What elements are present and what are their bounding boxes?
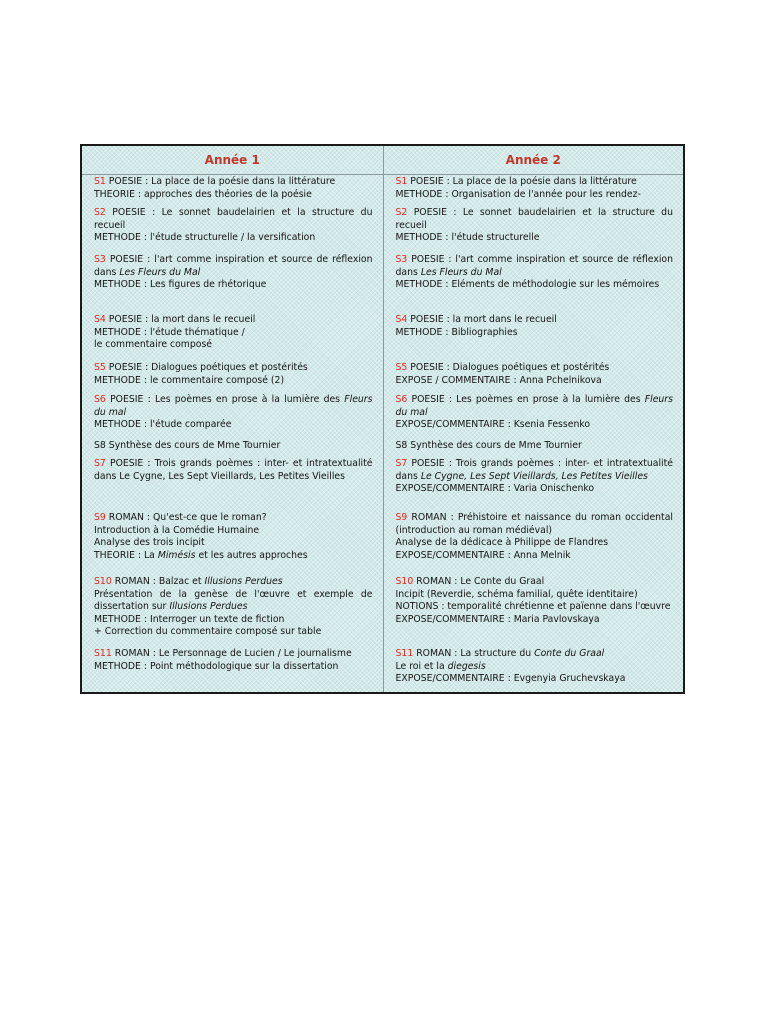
session-cell [384,648,684,686]
session-cell [384,394,684,432]
session-cell [82,576,383,639]
session-number: S2 [94,207,106,218]
session-cell [82,314,383,352]
session-number: S4 [395,314,408,325]
session-cell [82,512,383,562]
session-line: POESIE : Trois grands poèmes : inter- et intratextualité dans [395,458,673,482]
session-number: S5 [94,362,106,373]
session-number: S6 [395,394,408,405]
session-line: METHODE : l'étude comparée [94,419,232,431]
session-number: S8 [395,440,408,451]
session-number: S10 [94,576,112,587]
work-title: Illusions Perdues [204,576,283,587]
session-line: POESIE : Les poèmes en prose à la lumière des [411,394,641,405]
session-line: EXPOSE / COMMENTAIRE : Anna Pchelnikova [395,374,602,386]
session-number: S1 [395,176,408,187]
session-cell [384,440,684,453]
session-cell [82,458,383,483]
session-number: S2 [395,207,408,218]
session-line: POESIE : la mort dans le recueil [410,314,557,325]
work-title: Les Fleurs du Mal [119,266,201,278]
session-cell [384,362,684,387]
session-line: POESIE : Trois grands poèmes : inter- et intratextualité dans Le Cygne, Les Sept Vieillards, Les Petites Vieilles [94,458,373,482]
session-line: METHODE : l'étude structurelle / la versification [94,232,316,244]
session-cell [384,207,684,245]
session-number: S3 [395,254,408,265]
session-line: POESIE : Dialogues poétiques et postérités [108,362,308,373]
session-line: Analyse des trois incipit [94,537,205,549]
session-cell [384,254,684,292]
work-title: Conte du Graal [534,648,605,659]
session-line: POESIE : l'art comme inspiration et source de réflexion dans [94,254,373,278]
session-line: THEORIE : approches des théories de la poésie [94,188,312,200]
session-line: Présentation de la genèse de l'œuvre et exemple de dissertation sur [94,588,373,613]
work-title: Mimésis [157,549,196,561]
session-line: Incipit (Reverdie, schéma familial, quête identitaire) [395,588,638,600]
session-line: METHODE : l'étude structurelle [395,232,540,244]
column-header-annee-2: Année 2 [384,146,684,175]
session-line: ROMAN : Qu'est-ce que le roman? [108,512,267,523]
session-line: THEORIE : La [94,549,155,561]
session-number: S10 [395,576,414,587]
work-title: diegesis [447,660,486,672]
work-title: Fleurs du mal [94,394,373,418]
session-line: POESIE : la mort dans le recueil [108,314,256,325]
session-cell [384,458,684,496]
session-line: Le roi et la [395,660,445,672]
session-number: S3 [94,254,106,265]
session-cell [82,362,383,387]
session-line: METHODE : Organisation de l'année pour les rendez- [395,188,641,200]
session-cell [82,394,383,432]
session-cell [384,512,684,562]
session-number: S7 [395,458,408,469]
session-line: EXPOSE/COMMENTAIRE : Maria Pavlovskaya [395,613,600,625]
session-number: S7 [94,458,106,469]
session-line: ROMAN : Préhistoire et naissance du roman occidental (introduction au roman médiéval) [395,512,673,536]
work-title: Fleurs du mal [395,394,673,418]
session-cell [82,176,383,201]
column-header-annee-1: Année 1 [82,146,383,175]
session-line: POESIE : Dialogues poétiques et postérités [410,362,610,373]
session-number: S9 [94,512,106,523]
session-line: POESIE : La place de la poésie dans la littérature [410,176,637,187]
session-line: METHODE : Interroger un texte de fiction [94,613,285,625]
session-line: EXPOSE/COMMENTAIRE : Varia Onischenko [395,483,595,495]
session-line: EXPOSE/COMMENTAIRE : Evgenyia Gruchevskaya [395,673,626,685]
session-cell [384,576,684,626]
syllabus-table [80,144,685,694]
session-line: + Correction du commentaire composé sur table [94,626,322,638]
session-number: S9 [395,512,408,523]
session-line: EXPOSE/COMMENTAIRE : Ksenia Fessenko [395,419,591,431]
session-cell [82,207,383,245]
session-line: ROMAN : Le Conte du Graal [416,576,545,587]
session-line: Synthèse des cours de Mme Tournier [410,440,582,451]
session-line: METHODE : le commentaire composé (2) [94,374,285,386]
session-line: POESIE : Les poèmes en prose à la lumière des [110,394,341,405]
session-line: POESIE : La place de la poésie dans la littérature [108,176,336,187]
session-number: S8 [94,440,106,451]
session-cell [384,314,684,339]
session-line: EXPOSE/COMMENTAIRE : Anna Melnik [395,549,571,561]
session-line: POESIE : Le sonnet baudelairien et la structure du recueil [395,207,673,231]
session-line: et les autres approches [198,549,308,561]
session-cell [384,176,684,201]
session-line: Analyse de la dédicace à Philippe de Flandres [395,537,609,549]
work-title: Illusions Perdues [169,601,248,613]
session-cell [82,440,383,453]
session-line: POESIE : Le sonnet baudelairien et la structure du recueil [94,207,373,231]
work-title: Le Cygne, Les Sept Vieillards, Les Petites Vieilles [420,470,648,482]
session-line: NOTIONS : temporalité chrétienne et païenne dans l'œuvre [395,601,671,613]
session-line: ROMAN : Le Personnage de Lucien / Le journalisme [114,648,352,659]
session-line: METHODE : l'étude thématique / [94,326,245,338]
column-annee-1 [82,146,383,692]
column-annee-2 [383,146,684,692]
session-number: S4 [94,314,106,325]
session-number: S1 [94,176,106,187]
work-title: Les Fleurs du Mal [420,266,502,278]
session-line: METHODE : Eléments de méthodologie sur les mémoires [395,279,660,291]
session-line: Synthèse des cours de Mme Tournier [108,440,281,451]
session-line: Introduction à la Comédie Humaine [94,524,260,536]
session-number: S11 [395,648,414,659]
session-number: S5 [395,362,408,373]
session-cell [82,254,383,292]
session-cell [82,648,383,673]
session-line: ROMAN : La structure du [416,648,532,659]
session-line: METHODE : Bibliographies [395,326,518,338]
session-line: METHODE : Point méthodologique sur la dissertation [94,660,339,672]
session-line: ROMAN : Balzac et [114,576,202,587]
session-line: METHODE : Les figures de rhétorique [94,279,267,291]
session-line: le commentaire composé [94,339,213,351]
session-number: S11 [94,648,112,659]
session-line: POESIE : l'art comme inspiration et source de réflexion dans [395,254,673,278]
session-number: S6 [94,394,106,405]
